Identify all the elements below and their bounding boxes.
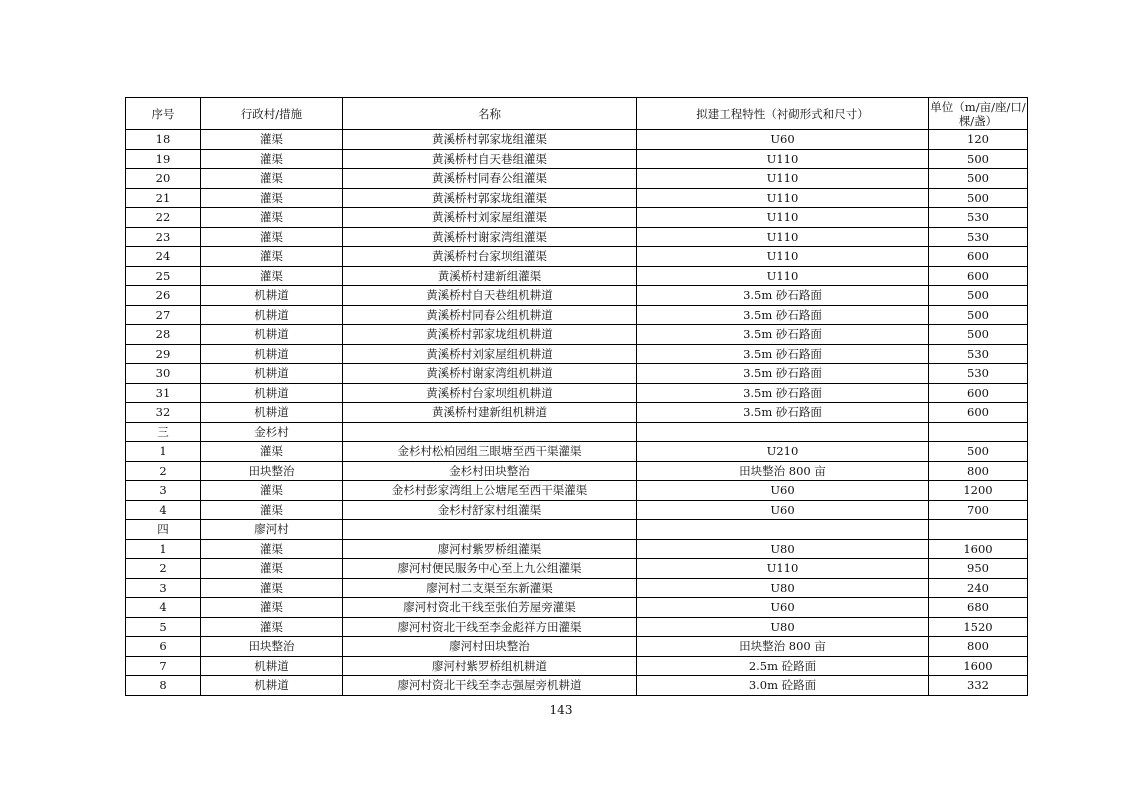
cell-village-measure: 田块整治 [201,461,343,481]
cell-index: 2 [126,559,201,579]
cell-name: 黄溪桥村同春公组机耕道 [343,305,637,325]
cell-features: U110 [637,169,929,189]
cell-unit: 120 [929,130,1028,150]
cell-features: U110 [637,227,929,247]
cell-name: 黄溪桥村郭家垅组灌渠 [343,130,637,150]
table-row [126,539,1028,559]
header-name: 名称 [343,98,637,130]
cell-village-measure: 灌渠 [201,481,343,501]
cell-index: 4 [126,598,201,618]
cell-index: 5 [126,617,201,637]
cell-index: 25 [126,266,201,286]
table-row [126,266,1028,286]
cell-unit: 600 [929,266,1028,286]
cell-village-measure: 机耕道 [201,656,343,676]
cell-unit: 700 [929,500,1028,520]
table-row [126,481,1028,501]
cell-name: 金杉村舒家村组灌渠 [343,500,637,520]
table-row [126,188,1028,208]
table-row [126,325,1028,345]
cell-village-measure: 机耕道 [201,676,343,696]
cell-village-measure: 机耕道 [201,325,343,345]
cell-unit: 500 [929,286,1028,306]
cell-village-measure: 机耕道 [201,383,343,403]
cell-index: 26 [126,286,201,306]
cell-index: 23 [126,227,201,247]
cell-name: 金杉村松柏园组三眼塘至西干渠灌渠 [343,442,637,462]
cell-village-measure: 灌渠 [201,500,343,520]
cell-features: 3.5m 砂石路面 [637,383,929,403]
table-row [126,578,1028,598]
table-row [126,422,1028,442]
table-row [126,656,1028,676]
cell-name: 黄溪桥村郭家垅组灌渠 [343,188,637,208]
table-row [126,403,1028,423]
cell-features: U80 [637,617,929,637]
table-row [126,520,1028,540]
table-header-row [126,98,1028,130]
cell-index: 4 [126,500,201,520]
cell-name: 廖河村紫罗桥组机耕道 [343,656,637,676]
cell-village-measure: 灌渠 [201,617,343,637]
cell-village-measure: 灌渠 [201,208,343,228]
cell-unit [929,520,1028,540]
table-row [126,617,1028,637]
cell-features: U210 [637,442,929,462]
cell-index: 8 [126,676,201,696]
cell-index: 28 [126,325,201,345]
cell-village-measure: 机耕道 [201,364,343,384]
table-row [126,364,1028,384]
cell-features: U110 [637,208,929,228]
cell-village-measure: 机耕道 [201,344,343,364]
cell-unit: 800 [929,637,1028,657]
cell-name: 黄溪桥村刘家屋组灌渠 [343,208,637,228]
cell-unit: 500 [929,305,1028,325]
cell-features: U80 [637,578,929,598]
table-body [126,130,1028,696]
table-row [126,344,1028,364]
cell-name [343,422,637,442]
table-row [126,130,1028,150]
cell-unit: 530 [929,364,1028,384]
header-unit: 单位（m/亩/座/口/棵/盏） [930,99,1026,128]
cell-village-measure: 机耕道 [201,403,343,423]
cell-village-measure: 灌渠 [201,598,343,618]
cell-unit: 600 [929,247,1028,267]
table-row [126,676,1028,696]
table-row [126,227,1028,247]
cell-unit: 500 [929,325,1028,345]
cell-features: 3.5m 砂石路面 [637,325,929,345]
cell-index: 3 [126,578,201,598]
cell-index: 30 [126,364,201,384]
cell-name: 黄溪桥村自天巷组灌渠 [343,149,637,169]
page-number: 143 [549,703,573,717]
table-row [126,305,1028,325]
cell-unit: 1520 [929,617,1028,637]
cell-index: 21 [126,188,201,208]
cell-unit: 1600 [929,539,1028,559]
cell-unit: 500 [929,188,1028,208]
cell-name: 黄溪桥村台家坝组灌渠 [343,247,637,267]
cell-features: 3.5m 砂石路面 [637,344,929,364]
cell-index: 1 [126,539,201,559]
cell-unit: 530 [929,227,1028,247]
cell-features: U60 [637,598,929,618]
cell-village-measure: 灌渠 [201,188,343,208]
cell-index: 6 [126,637,201,657]
cell-unit: 530 [929,208,1028,228]
cell-features: U110 [637,559,929,579]
cell-unit: 500 [929,442,1028,462]
cell-unit: 500 [929,149,1028,169]
cell-village-measure: 灌渠 [201,169,343,189]
table-row [126,169,1028,189]
cell-index: 29 [126,344,201,364]
cell-village-measure: 灌渠 [201,247,343,267]
cell-index: 1 [126,442,201,462]
cell-village-measure: 灌渠 [201,442,343,462]
cell-village-measure: 灌渠 [201,539,343,559]
cell-name [343,520,637,540]
cell-index: 19 [126,149,201,169]
table-row [126,598,1028,618]
cell-index: 四 [126,520,201,540]
cell-name: 黄溪桥村谢家湾组机耕道 [343,364,637,384]
cell-features [637,422,929,442]
cell-features: U110 [637,247,929,267]
cell-unit: 1600 [929,656,1028,676]
cell-index: 32 [126,403,201,423]
cell-index: 27 [126,305,201,325]
cell-village-measure: 廖河村 [201,520,343,540]
table-row [126,383,1028,403]
cell-unit: 950 [929,559,1028,579]
cell-name: 金杉村彭家湾组上公塘尾至西干渠灌渠 [343,481,637,501]
cell-features: 3.5m 砂石路面 [637,403,929,423]
table-row [126,247,1028,267]
cell-village-measure: 田块整治 [201,637,343,657]
cell-unit: 680 [929,598,1028,618]
cell-unit: 500 [929,169,1028,189]
cell-village-measure: 灌渠 [201,578,343,598]
works-table [125,97,1028,696]
table-row [126,286,1028,306]
cell-village-measure: 灌渠 [201,149,343,169]
cell-index: 31 [126,383,201,403]
cell-name: 廖河村田块整治 [343,637,637,657]
table-row [126,208,1028,228]
cell-features: U60 [637,481,929,501]
table-row [126,442,1028,462]
cell-index: 22 [126,208,201,228]
header-features: 拟建工程特性（衬砌形式和尺寸） [637,98,929,130]
cell-unit [929,422,1028,442]
cell-features: U80 [637,539,929,559]
cell-index: 三 [126,422,201,442]
cell-village-measure: 灌渠 [201,130,343,150]
cell-features: U110 [637,149,929,169]
cell-village-measure: 灌渠 [201,559,343,579]
cell-index: 3 [126,481,201,501]
cell-unit: 800 [929,461,1028,481]
cell-name: 廖河村紫罗桥组灌渠 [343,539,637,559]
cell-name: 黄溪桥村同春公组灌渠 [343,169,637,189]
cell-village-measure: 灌渠 [201,227,343,247]
cell-name: 廖河村资北干线至张伯芳屋旁灌渠 [343,598,637,618]
cell-unit: 530 [929,344,1028,364]
cell-name: 黄溪桥村台家坝组机耕道 [343,383,637,403]
table-row [126,500,1028,520]
table-row [126,149,1028,169]
table-row [126,559,1028,579]
header-village-measure: 行政村/措施 [201,98,343,130]
cell-features: U110 [637,266,929,286]
cell-name: 黄溪桥村谢家湾组灌渠 [343,227,637,247]
cell-name: 廖河村二支渠至东新灌渠 [343,578,637,598]
table-row [126,637,1028,657]
cell-features: 3.5m 砂石路面 [637,305,929,325]
cell-name: 黄溪桥村建新组机耕道 [343,403,637,423]
cell-village-measure: 机耕道 [201,286,343,306]
cell-name: 廖河村资北干线至李金彪祥方田灌渠 [343,617,637,637]
cell-features: 3.0m 砼路面 [637,676,929,696]
cell-village-measure: 灌渠 [201,266,343,286]
cell-unit: 600 [929,403,1028,423]
cell-unit: 332 [929,676,1028,696]
cell-unit: 600 [929,383,1028,403]
cell-name: 黄溪桥村刘家屋组机耕道 [343,344,637,364]
cell-features: 3.5m 砂石路面 [637,286,929,306]
cell-name: 金杉村田块整治 [343,461,637,481]
cell-index: 2 [126,461,201,481]
cell-features: 3.5m 砂石路面 [637,364,929,384]
cell-village-measure: 机耕道 [201,305,343,325]
cell-village-measure: 金杉村 [201,422,343,442]
cell-name: 廖河村便民服务中心至上九公组灌渠 [343,559,637,579]
cell-index: 18 [126,130,201,150]
cell-features: 田块整治 800 亩 [637,637,929,657]
cell-name: 廖河村资北干线至李志强屋旁机耕道 [343,676,637,696]
cell-index: 20 [126,169,201,189]
header-index: 序号 [126,98,201,130]
cell-unit: 1200 [929,481,1028,501]
cell-features: U60 [637,500,929,520]
cell-index: 24 [126,247,201,267]
cell-features: U110 [637,188,929,208]
cell-name: 黄溪桥村建新组灌渠 [343,266,637,286]
cell-index: 7 [126,656,201,676]
cell-name: 黄溪桥村郭家垅组机耕道 [343,325,637,345]
cell-unit: 240 [929,578,1028,598]
cell-features [637,520,929,540]
cell-name: 黄溪桥村自天巷组机耕道 [343,286,637,306]
cell-features: U60 [637,130,929,150]
cell-features: 2.5m 砼路面 [637,656,929,676]
cell-features: 田块整治 800 亩 [637,461,929,481]
table-row [126,461,1028,481]
